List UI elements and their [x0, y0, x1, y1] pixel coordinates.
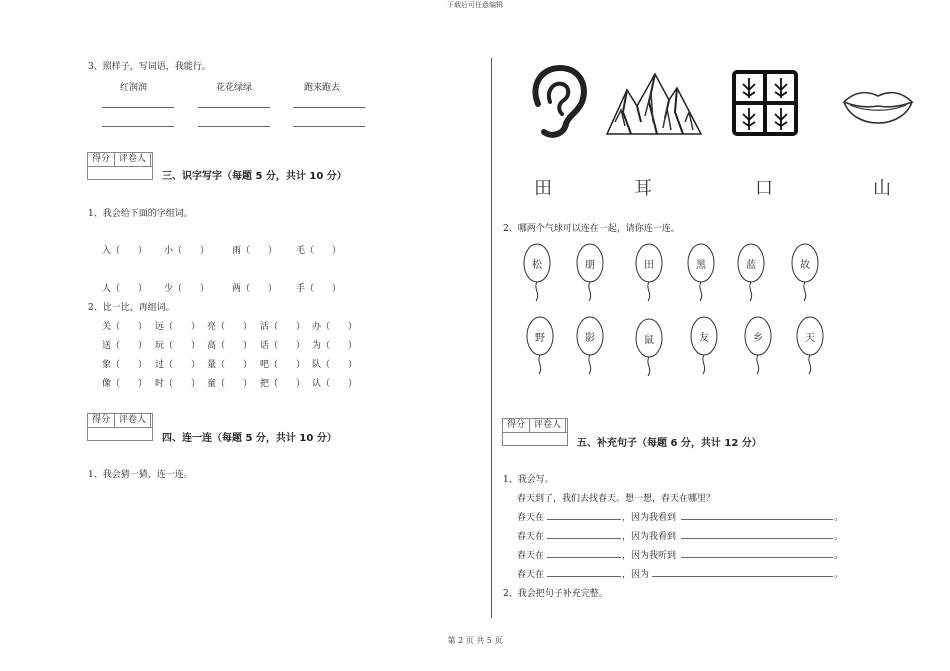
mouth-icon [840, 86, 916, 134]
answer-line[interactable] [102, 126, 174, 127]
balloon-char: 天 [805, 333, 815, 344]
grid-item: 关（ ） [102, 322, 148, 332]
balloon-char: 朋 [585, 260, 595, 271]
char-shan: 山 [873, 178, 891, 199]
q3-example-1: 红润润 [120, 83, 148, 93]
s5-line-c: 。 [834, 570, 844, 580]
grader-label: 评卷人 [530, 419, 566, 432]
answer-line[interactable] [652, 576, 833, 577]
q3-example-2: 花花绿绿 [216, 83, 253, 93]
char-tian: 田 [534, 178, 552, 199]
char-er: 耳 [634, 178, 652, 199]
ear-icon [528, 64, 590, 138]
balloon-char: 松 [532, 260, 542, 271]
grid-item: 认（ ） [312, 379, 358, 389]
s3-q2-title: 2、比一比，再组词。 [88, 303, 175, 313]
page-footer: 第 2 页 共 5 页 [447, 636, 503, 645]
grid-item: 队（ ） [312, 360, 358, 370]
s5-line-b: ，因为我听到 [622, 551, 677, 561]
score-box [87, 413, 153, 441]
answer-line[interactable] [102, 107, 174, 108]
s3-row1-item: 入（ ） [102, 246, 148, 256]
answer-line[interactable] [681, 538, 833, 539]
s5-line-a: 春天在 [517, 570, 545, 580]
grid-item: 远（ ） [155, 322, 201, 332]
answer-line[interactable] [681, 519, 833, 520]
balloon-char: 影 [585, 333, 595, 344]
answer-line[interactable] [547, 557, 621, 558]
section-3-title: 三、识字写字（每题 5 分，共计 10 分） [162, 171, 347, 182]
s3-q1-title: 1、我会给下面的字组词。 [88, 209, 193, 219]
s3-row2-item: 两（ ） [232, 284, 278, 294]
grid-item: 象（ ） [102, 360, 148, 370]
grader-label: 评卷人 [115, 414, 151, 427]
balloon-char: 乡 [753, 333, 763, 344]
grid-item: 量（ ） [207, 360, 253, 370]
s3-row2-item: 少（ ） [164, 284, 210, 294]
grid-item: 亮（ ） [207, 322, 253, 332]
s5-line-c: 。 [834, 532, 844, 542]
s5-line-b: ，因为 [622, 570, 650, 580]
balloon-char: 鼠 [644, 335, 654, 346]
answer-line[interactable] [293, 107, 365, 108]
section-5-title: 五、补充句子（每题 6 分，共计 12 分） [577, 438, 762, 449]
grid-item: 高（ ） [207, 341, 253, 351]
balloon[interactable] [526, 316, 554, 356]
balloon[interactable] [690, 316, 718, 356]
field-icon [732, 70, 798, 136]
grid-item: 把（ ） [260, 379, 306, 389]
balloon-char: 友 [699, 333, 709, 344]
s5-line-a: 春天在 [517, 532, 545, 542]
balloon[interactable] [791, 243, 819, 283]
grid-item: 玩（ ） [155, 341, 201, 351]
grid-item: 为（ ） [312, 341, 358, 351]
score-label: 得分 [88, 153, 115, 166]
balloon[interactable] [687, 243, 715, 283]
grid-item: 送（ ） [102, 341, 148, 351]
s4-q1-title: 1、我会猜一猜，连一连。 [88, 470, 193, 480]
balloon-char: 黑 [696, 260, 706, 271]
answer-line[interactable] [293, 126, 365, 127]
s5-q1-title: 1、我会写。 [503, 475, 554, 485]
grid-item: 时（ ） [155, 379, 201, 389]
s5-line-c: 。 [834, 551, 844, 561]
section-4-title: 四、连一连（每题 5 分，共计 10 分） [162, 433, 337, 444]
grid-item: 办（ ） [312, 322, 358, 332]
grid-item: 过（ ） [155, 360, 201, 370]
balloon[interactable] [737, 243, 765, 283]
s3-row1-item: 毛（ ） [296, 246, 342, 256]
answer-line[interactable] [198, 126, 270, 127]
balloon[interactable] [635, 318, 663, 358]
balloon[interactable] [796, 316, 824, 356]
s5-intro: 春天到了，我们去找春天。想一想，春天在哪里？ [517, 494, 716, 504]
balloon[interactable] [576, 243, 604, 283]
q3-title: 3、照样子，写词语，我能行。 [88, 62, 211, 72]
answer-line[interactable] [547, 576, 621, 577]
balloon-char: 田 [644, 260, 654, 271]
balloon-char: 野 [535, 333, 545, 344]
score-label: 得分 [88, 414, 115, 427]
grid-item: 吧（ ） [260, 360, 306, 370]
balloon[interactable] [635, 243, 663, 283]
grid-item: 像（ ） [102, 379, 148, 389]
balloon[interactable] [576, 316, 604, 356]
q3-example-3: 跑来跑去 [304, 83, 341, 93]
s5-line-b: ，因为我看到 [622, 513, 677, 523]
s5-line-a: 春天在 [517, 551, 545, 561]
r-q2-title: 2、哪两个气球可以连在一起，请你连一连。 [503, 224, 680, 234]
score-label: 得分 [503, 419, 530, 432]
char-kou: 口 [755, 178, 773, 199]
column-divider [491, 58, 492, 618]
s3-row1-item: 雨（ ） [232, 246, 278, 256]
balloon-char: 故 [800, 260, 810, 271]
balloon-char: 蓝 [746, 260, 756, 271]
answer-line[interactable] [547, 538, 621, 539]
balloon[interactable] [744, 316, 772, 356]
grader-label: 评卷人 [115, 153, 151, 166]
s5-line-b: ，因为我看到 [622, 532, 677, 542]
balloon[interactable] [523, 243, 551, 283]
grid-item: 活（ ） [260, 322, 306, 332]
mountain-icon [605, 72, 703, 136]
s5-line-a: 春天在 [517, 513, 545, 523]
s3-row1-item: 小（ ） [164, 246, 210, 256]
grid-item: 童（ ） [207, 379, 253, 389]
s5-line-c: 。 [834, 513, 844, 523]
score-box [502, 418, 568, 446]
page-header: 下载后可任意编辑 [447, 1, 503, 9]
score-box [87, 152, 153, 180]
grid-item: 话（ ） [260, 341, 306, 351]
s3-row2-item: 手（ ） [296, 284, 342, 294]
answer-line[interactable] [681, 557, 833, 558]
s3-row2-item: 人（ ） [102, 284, 148, 294]
answer-line[interactable] [198, 107, 270, 108]
s5-q2-title: 2、我会把句子补充完整。 [503, 589, 608, 599]
answer-line[interactable] [547, 519, 621, 520]
